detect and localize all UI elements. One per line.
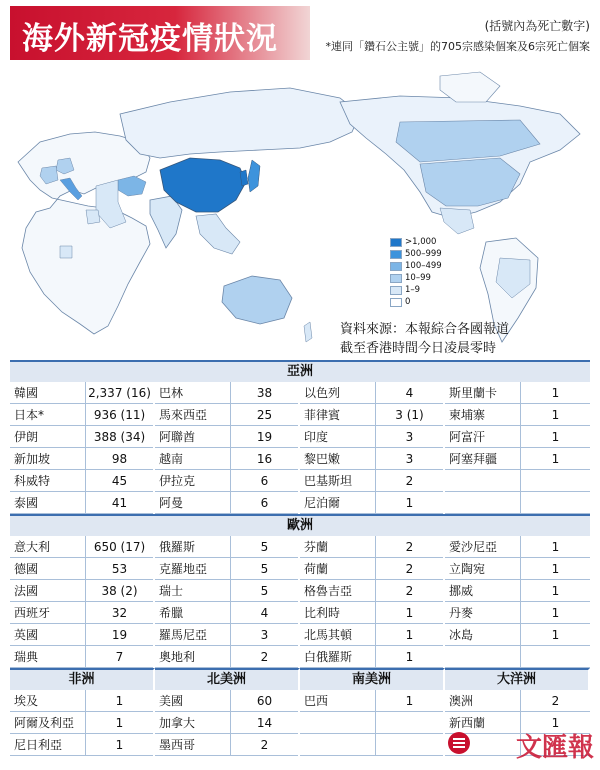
table-column (10, 536, 155, 668)
table-row (10, 646, 153, 668)
case-count: 1 (551, 451, 560, 466)
table-row (300, 426, 443, 448)
table-column (155, 690, 300, 756)
legend-label: >1,000 (405, 237, 437, 247)
source-note: 資料來源：本報綜合各國報道 (340, 322, 510, 337)
case-count: 1 (115, 715, 124, 730)
table-row (155, 602, 298, 624)
legend-swatch (390, 250, 402, 259)
table-row (300, 404, 443, 426)
legend-item (390, 236, 442, 248)
case-count: 1 (551, 429, 560, 444)
country-name: 阿富汗 (445, 426, 521, 447)
table-row (10, 404, 153, 426)
country-name: 伊朗 (10, 426, 86, 447)
country-name: 馬來西亞 (155, 404, 231, 425)
region-header: 非洲 (10, 668, 155, 690)
country-name: 巴基斯坦 (300, 470, 376, 491)
legend-label: 500–999 (405, 249, 442, 259)
country-name: 美國 (155, 690, 231, 711)
table-row (445, 382, 590, 404)
case-count: 1 (551, 715, 560, 730)
table-row (445, 624, 590, 646)
case-count: 3 (405, 451, 414, 466)
country-name: 羅馬尼亞 (155, 624, 231, 645)
table-row (155, 404, 298, 426)
country-name: 荷蘭 (300, 558, 376, 579)
country-name: 法國 (10, 580, 86, 601)
table-row (10, 536, 153, 558)
country-name: 以色列 (300, 382, 376, 403)
legend-label: 10–99 (405, 273, 431, 283)
table-row (10, 690, 153, 712)
country-name (300, 712, 376, 733)
case-count: 1 (551, 407, 560, 422)
country-name: 愛沙尼亞 (445, 536, 521, 557)
legend-swatch (390, 262, 402, 271)
case-count: 3 (260, 627, 269, 642)
table-row (155, 448, 298, 470)
table-row (155, 382, 298, 404)
legend-item (390, 296, 442, 308)
nigeria (60, 246, 72, 258)
case-count: 25 (256, 407, 273, 422)
case-count: 98 (111, 451, 128, 466)
table-row (10, 382, 153, 404)
case-count: 2 (551, 693, 560, 708)
case-count: 2 (260, 737, 269, 752)
case-count: 2 (405, 539, 414, 554)
country-name: 克羅地亞 (155, 558, 231, 579)
region-header: 大洋洲 (445, 668, 590, 690)
table-row (10, 470, 153, 492)
country-name: 格魯吉亞 (300, 580, 376, 601)
country-name: 瑞士 (155, 580, 231, 601)
country-name: 挪威 (445, 580, 521, 601)
legend-swatch (390, 274, 402, 283)
case-count: 5 (260, 583, 269, 598)
country-name: 日本* (10, 404, 86, 425)
region-header: 北美洲 (155, 668, 300, 690)
case-count: 1 (115, 693, 124, 708)
case-count: 41 (111, 495, 128, 510)
table-row (300, 646, 443, 668)
country-name: 阿曼 (155, 492, 231, 513)
table-row (155, 646, 298, 668)
case-count: 6 (260, 473, 269, 488)
case-count: 38 (2) (101, 583, 138, 598)
country-name: 伊拉克 (155, 470, 231, 491)
table-column (445, 382, 590, 514)
table-row (300, 558, 443, 580)
country-name: 新西蘭 (445, 712, 521, 733)
case-count: 2,337 (16) (88, 385, 151, 400)
table-row (445, 558, 590, 580)
case-count: 2 (405, 561, 414, 576)
case-count: 388 (34) (93, 429, 146, 444)
table-row (10, 734, 153, 756)
case-count: 1 (405, 693, 414, 708)
case-count: 5 (260, 561, 269, 576)
case-count: 53 (111, 561, 128, 576)
country-name: 斯里蘭卡 (445, 382, 521, 403)
legend-label: 1–9 (405, 285, 421, 295)
cruise-note: *連同「鑽石公主號」的705宗感染個案及6宗死亡個案 (325, 40, 590, 53)
table-row (10, 492, 153, 514)
egypt (86, 210, 100, 224)
legend-item (390, 284, 442, 296)
case-count: 1 (405, 627, 414, 642)
country-name: 冰島 (445, 624, 521, 645)
table-row (155, 492, 298, 514)
deaths-note: (括號內為死亡數字) (484, 19, 590, 33)
country-name: 意大利 (10, 536, 86, 557)
table-row (300, 624, 443, 646)
country-name: 埃及 (10, 690, 86, 711)
table-row (300, 448, 443, 470)
country-name: 巴西 (300, 690, 376, 711)
table-column (155, 536, 300, 668)
country-name (445, 470, 521, 491)
country-name: 新加坡 (10, 448, 86, 469)
table-row (300, 734, 443, 756)
case-count: 2 (260, 649, 269, 664)
europe-header: 歐洲 (10, 514, 590, 536)
legend-item (390, 272, 442, 284)
country-name: 泰國 (10, 492, 86, 513)
region-header: 南美洲 (300, 668, 445, 690)
country-name: 奧地利 (155, 646, 231, 667)
case-count: 1 (551, 583, 560, 598)
page-title: 海外新冠疫情狀況 (22, 21, 278, 57)
table-row (155, 734, 298, 756)
case-count: 19 (111, 627, 128, 642)
country-name: 巴林 (155, 382, 231, 403)
case-count: 14 (256, 715, 273, 730)
table-row (300, 470, 443, 492)
country-name: 柬埔寨 (445, 404, 521, 425)
case-count: 650 (17) (93, 539, 146, 554)
table-row (10, 602, 153, 624)
legend-label: 0 (405, 297, 411, 307)
country-name: 阿塞拜疆 (445, 448, 521, 469)
table-row (445, 470, 590, 492)
country-name: 菲律賓 (300, 404, 376, 425)
europe-grid (10, 536, 590, 668)
table-column (155, 382, 300, 514)
table-row (445, 580, 590, 602)
table-row (155, 558, 298, 580)
case-count: 4 (260, 605, 269, 620)
case-count: 1 (551, 561, 560, 576)
legend-swatch (390, 286, 402, 295)
case-tables (10, 360, 590, 756)
table-row (10, 580, 153, 602)
table-row (10, 712, 153, 734)
table-column (300, 382, 445, 514)
country-name: 英國 (10, 624, 86, 645)
case-count: 1 (405, 495, 414, 510)
case-count: 3 (405, 429, 414, 444)
country-name: 越南 (155, 448, 231, 469)
asia-header: 亞洲 (10, 360, 590, 382)
case-count: 5 (260, 539, 269, 554)
table-row (445, 404, 590, 426)
table-row (10, 426, 153, 448)
case-count: 60 (256, 693, 273, 708)
case-count: 1 (115, 737, 124, 752)
case-count: 16 (256, 451, 273, 466)
country-name: 俄羅斯 (155, 536, 231, 557)
table-row (10, 448, 153, 470)
case-count: 1 (551, 627, 560, 642)
case-count: 936 (11) (93, 407, 146, 422)
country-name: 科威特 (10, 470, 86, 491)
country-name: 澳洲 (445, 690, 521, 711)
country-name: 芬蘭 (300, 536, 376, 557)
table-row (300, 580, 443, 602)
country-name: 西班牙 (10, 602, 86, 623)
table-column (300, 536, 445, 668)
watermark-text: 文匯報 (515, 733, 594, 763)
legend-item (390, 248, 442, 260)
table-row (155, 712, 298, 734)
table-row (445, 646, 590, 668)
table-row (10, 558, 153, 580)
table-column (445, 536, 590, 668)
case-count: 38 (256, 385, 273, 400)
cutoff-note: 截至香港時間今日凌晨零時 (340, 341, 497, 356)
region-grid (10, 690, 590, 756)
table-row (155, 470, 298, 492)
case-count: 1 (405, 649, 414, 664)
table-row (445, 690, 590, 712)
region-headers (10, 668, 590, 690)
case-count: 3 (1) (395, 407, 424, 422)
table-row (445, 602, 590, 624)
country-name: 比利時 (300, 602, 376, 623)
legend-item (390, 260, 442, 272)
table-row (300, 536, 443, 558)
case-count: 45 (111, 473, 128, 488)
table-column (10, 382, 155, 514)
legend-swatch (390, 238, 402, 247)
table-row (300, 492, 443, 514)
table-row (155, 624, 298, 646)
table-row (155, 690, 298, 712)
country-name: 尼日利亞 (10, 734, 86, 755)
country-name: 白俄羅斯 (300, 646, 376, 667)
country-name: 阿聯酋 (155, 426, 231, 447)
country-name: 尼泊爾 (300, 492, 376, 513)
map-legend (390, 236, 442, 308)
table-row (445, 426, 590, 448)
country-name: 德國 (10, 558, 86, 579)
table-row (155, 536, 298, 558)
legend-swatch (390, 298, 402, 307)
title-banner (10, 6, 310, 60)
world-map (0, 62, 600, 358)
country-name (445, 492, 521, 513)
legend-label: 100–499 (405, 261, 442, 271)
case-count: 7 (115, 649, 124, 664)
table-row (155, 426, 298, 448)
table-column (300, 690, 445, 756)
case-count: 19 (256, 429, 273, 444)
country-name: 丹麥 (445, 602, 521, 623)
table-row (300, 382, 443, 404)
country-name: 韓國 (10, 382, 86, 403)
country-name: 瑞典 (10, 646, 86, 667)
table-column (10, 690, 155, 756)
country-name: 立陶宛 (445, 558, 521, 579)
case-count: 1 (551, 539, 560, 554)
country-name: 黎巴嫩 (300, 448, 376, 469)
country-name (445, 646, 521, 667)
table-row (445, 536, 590, 558)
case-count: 2 (405, 473, 414, 488)
watermark-logo (446, 730, 472, 756)
asia-grid (10, 382, 590, 514)
table-row (300, 690, 443, 712)
case-count: 1 (551, 605, 560, 620)
country-name: 墨西哥 (155, 734, 231, 755)
table-row (300, 712, 443, 734)
country-name (300, 734, 376, 755)
country-name: 希臘 (155, 602, 231, 623)
table-row (10, 624, 153, 646)
case-count: 1 (551, 385, 560, 400)
case-count: 6 (260, 495, 269, 510)
table-row (155, 580, 298, 602)
case-count: 2 (405, 583, 414, 598)
table-row (445, 492, 590, 514)
table-row (445, 448, 590, 470)
country-name: 北馬其頓 (300, 624, 376, 645)
country-name: 阿爾及利亞 (10, 712, 86, 733)
table-row (300, 602, 443, 624)
case-count: 32 (111, 605, 128, 620)
country-name: 加拿大 (155, 712, 231, 733)
country-name: 印度 (300, 426, 376, 447)
case-count: 4 (405, 385, 414, 400)
case-count: 1 (405, 605, 414, 620)
